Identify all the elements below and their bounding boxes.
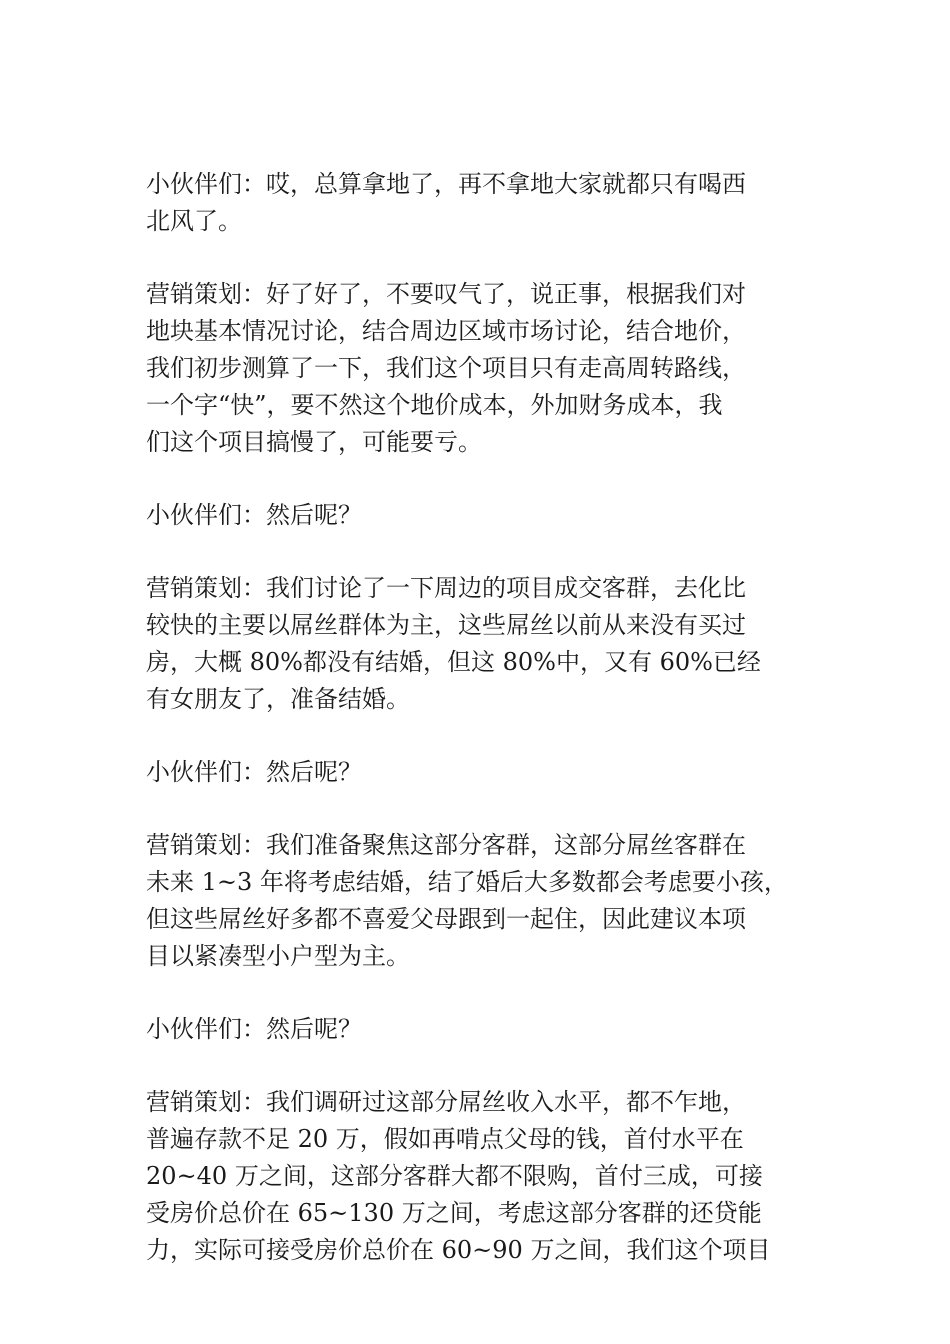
text-line: 未来 1~3 年将考虑结婚，结了婚后大多数都会考虑要小孩， (146, 868, 788, 896)
text-line: 力，实际可接受房价总价在 60~90 万之间，我们这个项目 (146, 1236, 771, 1264)
text-line: 有女朋友了，准备结婚。 (146, 685, 410, 713)
text-line: 但这些屌丝好多都不喜爱父母跟到一起住，因此建议本项 (146, 905, 746, 933)
text-line: 地块基本情况讨论，结合周边区域市场讨论，结合地价， (146, 317, 746, 345)
paragraph-5 (146, 754, 818, 791)
text-line: 较快的主要以屌丝群体为主，这些屌丝以前从来没有买过 (146, 611, 746, 639)
text-line: 小伙伴们：然后呢？ (146, 758, 362, 786)
text-line: 我们初步测算了一下，我们这个项目只有走高周转路线， (146, 354, 746, 382)
paragraph-2 (146, 276, 818, 461)
text-line: 普遍存款不足 20 万，假如再啃点父母的钱，首付水平在 (146, 1125, 744, 1153)
text-line: 目以紧凑型小户型为主。 (146, 942, 410, 970)
paragraph-8 (146, 1084, 818, 1269)
document-body (146, 166, 818, 1305)
text-line: 受房价总价在 65~130 万之间，考虑这部分客群的还贷能 (146, 1199, 762, 1227)
text-line: 营销策划：好了好了，不要叹气了，说正事，根据我们对 (146, 280, 746, 308)
paragraph-1 (146, 166, 818, 240)
text-line: 营销策划：我们讨论了一下周边的项目成交客群，去化比 (146, 574, 746, 602)
text-line: 20~40 万之间，这部分客群大都不限购，首付三成，可接 (146, 1162, 763, 1190)
paragraph-4 (146, 570, 818, 718)
text-line: 北风了。 (146, 207, 242, 235)
paragraph-3 (146, 497, 818, 534)
paragraph-6 (146, 827, 818, 975)
text-line: 房，大概 80%都没有结婚，但这 80%中，又有 60%已经 (146, 648, 761, 676)
text-line: 营销策划：我们调研过这部分屌丝收入水平，都不乍地， (146, 1088, 746, 1116)
text-line: 小伙伴们：哎，总算拿地了，再不拿地大家就都只有喝西 (146, 170, 746, 198)
text-line: 小伙伴们：然后呢？ (146, 501, 362, 529)
paragraph-7 (146, 1011, 818, 1048)
text-line: 小伙伴们：然后呢？ (146, 1015, 362, 1043)
text-line: 营销策划：我们准备聚焦这部分客群，这部分屌丝客群在 (146, 831, 746, 859)
text-line: 一个字“快”，要不然这个地价成本，外加财务成本，我 (146, 391, 723, 419)
text-line: 们这个项目搞慢了，可能要亏。 (146, 428, 482, 456)
